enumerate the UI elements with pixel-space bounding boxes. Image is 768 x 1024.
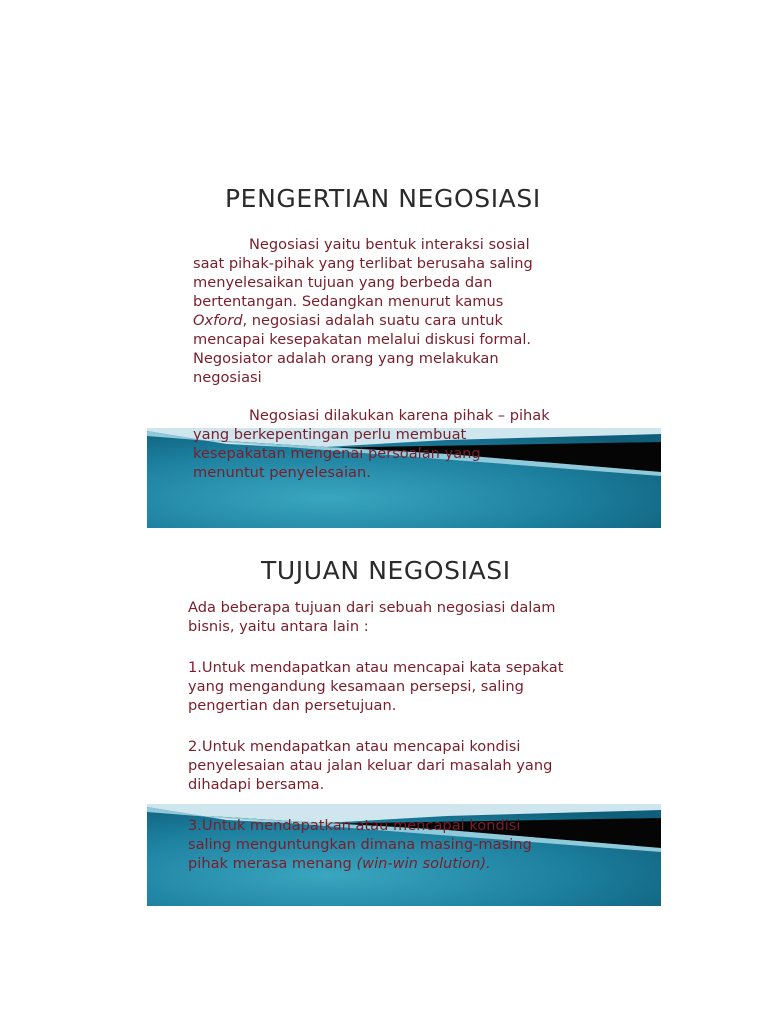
text-line (188, 854, 648, 873)
text-line: saat pihak-pihak yang terlibat berusaha saling (193, 255, 533, 272)
text-line: dihadapi bersama. (188, 776, 325, 793)
text-line: Negosiasi yaitu bentuk interaksi sosial (249, 236, 530, 253)
text-line: saling menguntungkan dimana masing-masing (188, 836, 532, 853)
text-line: menyelesaikan tujuan yang berbeda dan (193, 274, 493, 291)
text-line: menuntut penyelesaian. (193, 464, 371, 481)
text-line: 2.Untuk mendapatkan atau mencapai kondisi (188, 738, 521, 755)
slide-title: TUJUAN NEGOSIASI (261, 556, 511, 585)
text-line: bertentangan. Sedangkan menurut kamus (193, 293, 504, 310)
text-line (193, 311, 653, 330)
slide-pengertian (147, 150, 661, 528)
slide-tujuan (147, 530, 661, 906)
text-line: mencapai kesepakatan melalui diskusi formal. (193, 331, 532, 348)
text-line: 1.Untuk mendapatkan atau mencapai kata sepakat (188, 659, 564, 676)
text-line: bisnis, yaitu antara lain : (188, 618, 369, 635)
text-span: , negosiasi adalah suatu cara untuk (242, 312, 503, 329)
text-line: kesepakatan mengenai persoalan yang (193, 445, 481, 462)
italic-term: (win-win solution). (356, 855, 491, 872)
text-line: pengertian dan persetujuan. (188, 697, 397, 714)
text-line: Negosiator adalah orang yang melakukan (193, 350, 499, 367)
purpose-list (188, 598, 648, 873)
italic-term: Oxford (193, 312, 243, 329)
text-line: Ada beberapa tujuan dari sebuah negosiasi dalam (188, 599, 556, 616)
slide-title: PENGERTIAN NEGOSIASI (225, 184, 541, 213)
text-line: negosiasi (193, 369, 262, 386)
text-line: yang berkepentingan perlu membuat (193, 426, 467, 443)
text-line: yang mengandung kesamaan persepsi, saling (188, 678, 524, 695)
text-span: pihak merasa menang (188, 855, 357, 872)
definition-text (193, 235, 653, 482)
text-line: penyelesaian atau jalan keluar dari masalah yang (188, 757, 553, 774)
text-line: 3.Untuk mendapatkan atau mencapai kondisi (188, 817, 521, 834)
text-line: Negosiasi dilakukan karena pihak – pihak (249, 407, 550, 424)
